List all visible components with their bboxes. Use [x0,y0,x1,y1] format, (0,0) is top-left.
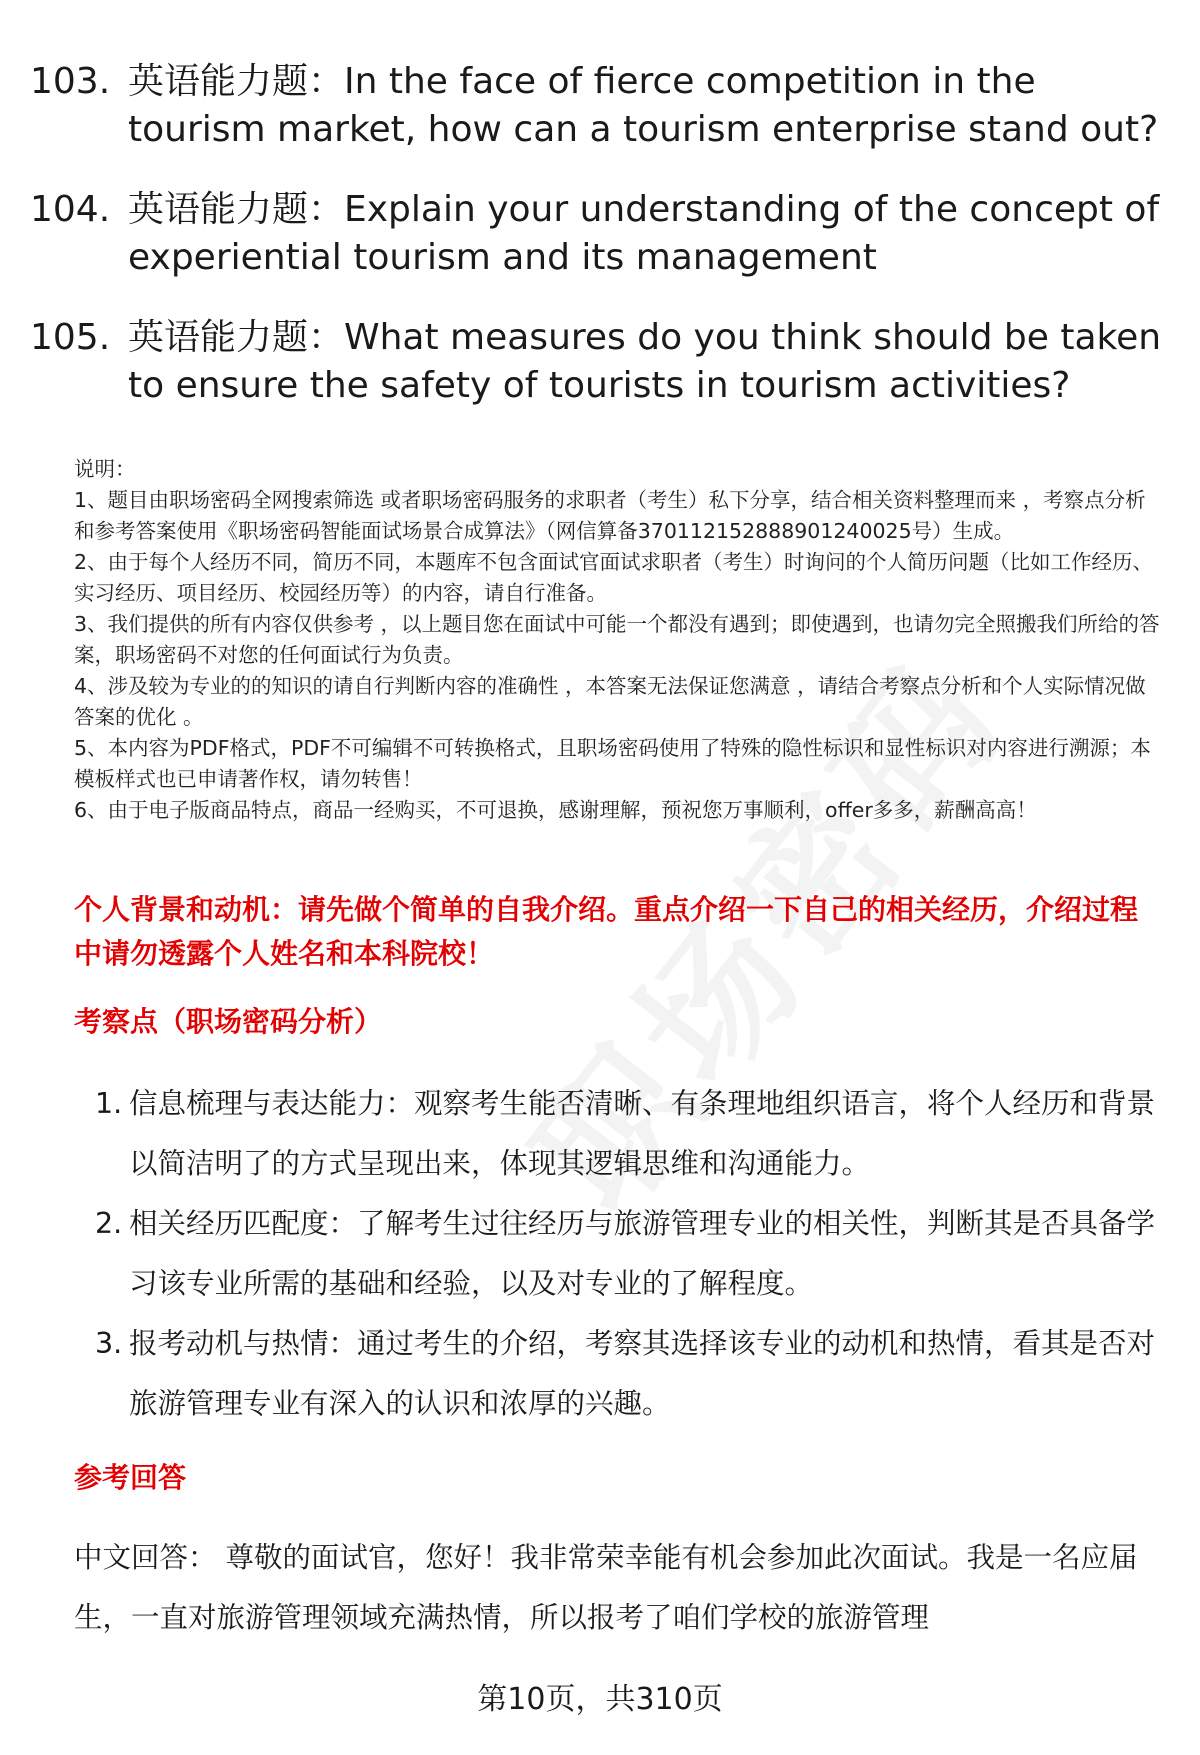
point-number: 2. [95,1207,123,1240]
assessment-points-heading: 考察点（职场密码分析） [74,1005,383,1038]
assessment-points-list [74,1074,1164,1434]
note-item: 5、本内容为PDF格式，PDF不可编辑不可转换格式，且职场密码使用了特殊的隐性标识和显性标识对内容进行溯源；本模板样式也已申请著作权，请勿转售！ [74,736,1151,791]
question-number: 105. [30,317,111,358]
assessment-point [74,1314,1164,1434]
question-number: 104. [30,189,111,230]
reference-answer-text: 中文回答： 尊敬的面试官，您好！我非常荣幸能有机会参加此次面试。我是一名应届生，一直对旅游管理领域充满热情，所以报考了咱们学校的旅游管理 [74,1541,1138,1634]
question-text: 英语能力题：What measures do you think should be taken to ensure the safety of tourists in tourism activities? [128,317,1162,406]
note-item: 6、由于电子版商品特点，商品一经购买，不可退换，感谢理解，预祝您万事顺利，offer多多，薪酬高高！ [74,798,1037,822]
question-item [30,58,1170,154]
point-text: 相关经历匹配度：了解考生过往经历与旅游管理专业的相关性，判断其是否具备学习该专业所需的基础和经验，以及对专业的了解程度。 [129,1207,1156,1300]
note-item: 2、由于每个人经历不同，简历不同，本题库不包含面试官面试求职者（考生）时询问的个人简历问题（比如工作经历、实习经历、项目经历、校园经历等）的内容，请自行准备。 [74,550,1154,605]
point-text: 报考动机与热情：通过考生的介绍，考察其选择该专业的动机和热情，看其是否对旅游管理专业有深入的认识和浓厚的兴趣。 [129,1327,1156,1420]
assessment-point [74,1194,1164,1314]
question-text: 英语能力题：In the face of fierce competition in the tourism market, how can a tourism enterprise stand out? [128,61,1159,150]
disclaimer-notes [74,454,1164,826]
note-item: 4、涉及较为专业的的知识的请自行判断内容的准确性 ，本答案无法保证您满意 ，请结合考察点分析和个人实际情况做答案的优化 。 [74,674,1146,729]
page-number: 第10页，共310页 [477,1682,723,1717]
assessment-point [74,1074,1164,1194]
point-number: 3. [95,1327,123,1360]
reference-answer-heading: 参考回答 [74,1461,187,1494]
question-item [30,314,1170,410]
background-question-heading: 个人背景和动机：请先做个简单的自我介绍。重点介绍一下自己的相关经历，介绍过程中请勿透露个人姓名和本科院校！ [74,893,1139,970]
notes-title: 说明： [74,457,136,481]
question-number: 103. [30,61,111,102]
note-item: 1、题目由职场密码全网搜索筛选 或者职场密码服务的求职者（考生）私下分享，结合相关资料整理而来 ，考察点分析和参考答案使用《职场密码智能面试场景合成算法》（网信算备370112152888901240025号）生成。 [74,488,1146,543]
question-list [30,58,1170,442]
question-text: 英语能力题：Explain your understanding of the concept of experiential tourism and its management [128,189,1160,278]
point-number: 1. [95,1087,123,1120]
question-item [30,186,1170,282]
note-item: 3、我们提供的所有内容仅供参考 ，以上题目您在面试中可能一个都没有遇到；即使遇到，也请勿完全照搬我们所给的答案，职场密码不对您的任何面试行为负责。 [74,612,1160,667]
point-text: 信息梳理与表达能力：观察考生能否清晰、有条理地组织语言，将个人经历和背景以简洁明了的方式呈现出来，体现其逻辑思维和沟通能力。 [129,1087,1156,1180]
